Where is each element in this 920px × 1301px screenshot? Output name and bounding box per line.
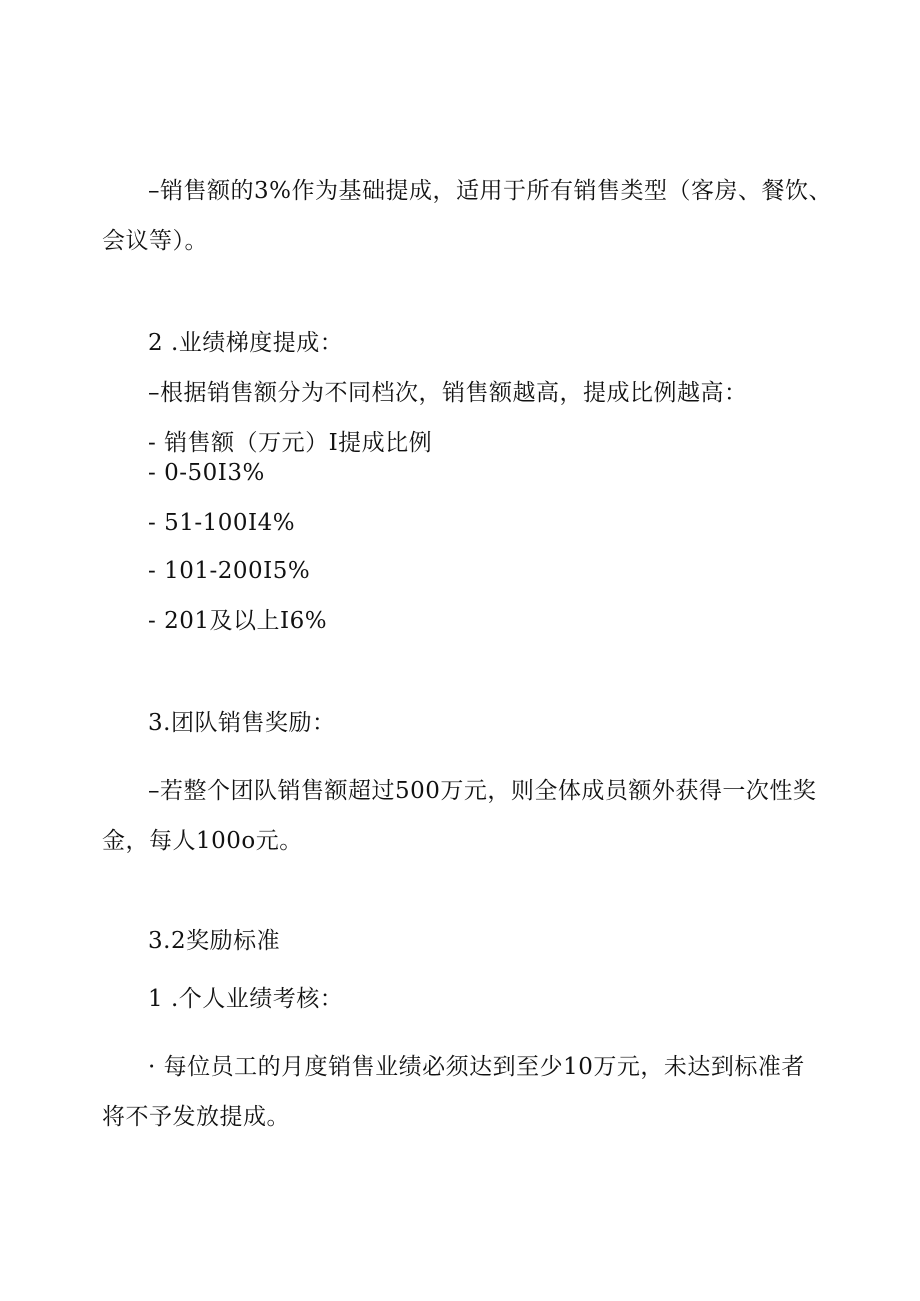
base-commission-text-line-1: –销售额的3%作为基础提成，适用于所有销售类型（客房、餐饮、: [148, 178, 832, 204]
team-reward-text-line-2: 金，每人100o元。: [102, 828, 303, 854]
tiered-commission-description: –根据销售额分为不同档次，销售额越高，提成比例越高：: [148, 380, 748, 406]
team-reward-text-line-1: –若整个团队销售额超过500万元，则全体成员额外获得一次性奖: [148, 778, 817, 804]
tier-row-4: - 201及以上I6%: [148, 608, 328, 634]
tiered-commission-heading: 2 .业绩梯度提成：: [148, 330, 344, 356]
tier-row-2: - 51-100I4%: [148, 510, 296, 536]
tier-row-3: - 101-200I5%: [148, 558, 311, 584]
tier-row-1: - 0-50I3%: [148, 460, 265, 486]
individual-performance-text-line-2: 将不予发放提成。: [102, 1104, 290, 1130]
base-commission-text-line-2: 会议等）。: [102, 228, 208, 254]
tier-table-header: - 销售额（万元）I提成比例: [148, 430, 433, 456]
team-reward-heading: 3.团队销售奖励：: [148, 710, 336, 736]
section-3-2-heading: 3.2奖励标准: [148, 928, 281, 954]
individual-performance-heading: 1 .个人业绩考核：: [148, 986, 344, 1012]
individual-performance-text-line-1: · 每位员工的月度销售业绩必须达到至少10万元，未达到标准者: [148, 1054, 805, 1080]
